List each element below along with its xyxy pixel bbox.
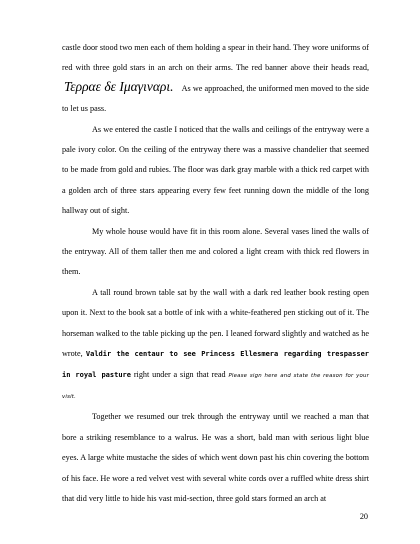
paragraph-2: As we entered the castle I noticed that the walls and ceilings of the entryway were a pale ivory color. On the ceiling of the entryway there was a massive chandelier that seemed to be made from gold and rubies. The floor was dark gray marble with a thick red carpet with a golden arch of three stars appearing every few feet running down the middle of the long hallway out of sight. — [62, 124, 369, 216]
banner-inscription: Τερραε δε Ιμαγιναρι. — [64, 78, 174, 94]
paragraph-4-text: A tall round brown table sat by the wall with a dark red leather book resting open upon it. Next to the book sat a bottle of ink with a white-feathered pen sticking out of it. The horseman walked to the table picking up the pen. I leaned forward slightly and watched as he wrote, — [62, 287, 369, 359]
paragraph-4 — [62, 283, 369, 407]
guestbook-sign: Please sign here and state the reason for your visit. — [62, 372, 370, 400]
page-number: 20 — [359, 512, 368, 521]
paragraph-3: My whole house would have fit in this room alone. Several vases lined the walls of the entryway. All of them taller then me and colored a light cream with thick red flowers in them. — [62, 226, 369, 277]
guestbook-entry: Valdir the centaur to see Princess Ellesmera regarding trespasser in royal pasture — [62, 350, 370, 379]
paragraph-1-continued: As we approached, the uniformed men moved to the side to let us pass. — [62, 83, 369, 114]
body-text — [62, 38, 369, 509]
paragraph-1 — [62, 38, 369, 120]
paragraph-5: Together we resumed our trek through the entryway until we reached a man that bore a striking resemblance to a walrus. He was a short, bald man with serious light blue eyes. A large white mustache the sides of which went down past his chin covering the bottom of his face. He wore a red velvet vest with several white cords over a ruffled white dress shirt that did very little to hide his vast mid-section, three gold stars formed an arch at — [62, 412, 369, 503]
paragraph-4-middle: right under a sign that read — [133, 369, 226, 379]
paragraph-1-text: castle door stood two men each of them holding a spear in their hand. They wore uniforms of red with three gold stars in an arch on their arms. The red banner above their heads read, — [62, 43, 369, 73]
